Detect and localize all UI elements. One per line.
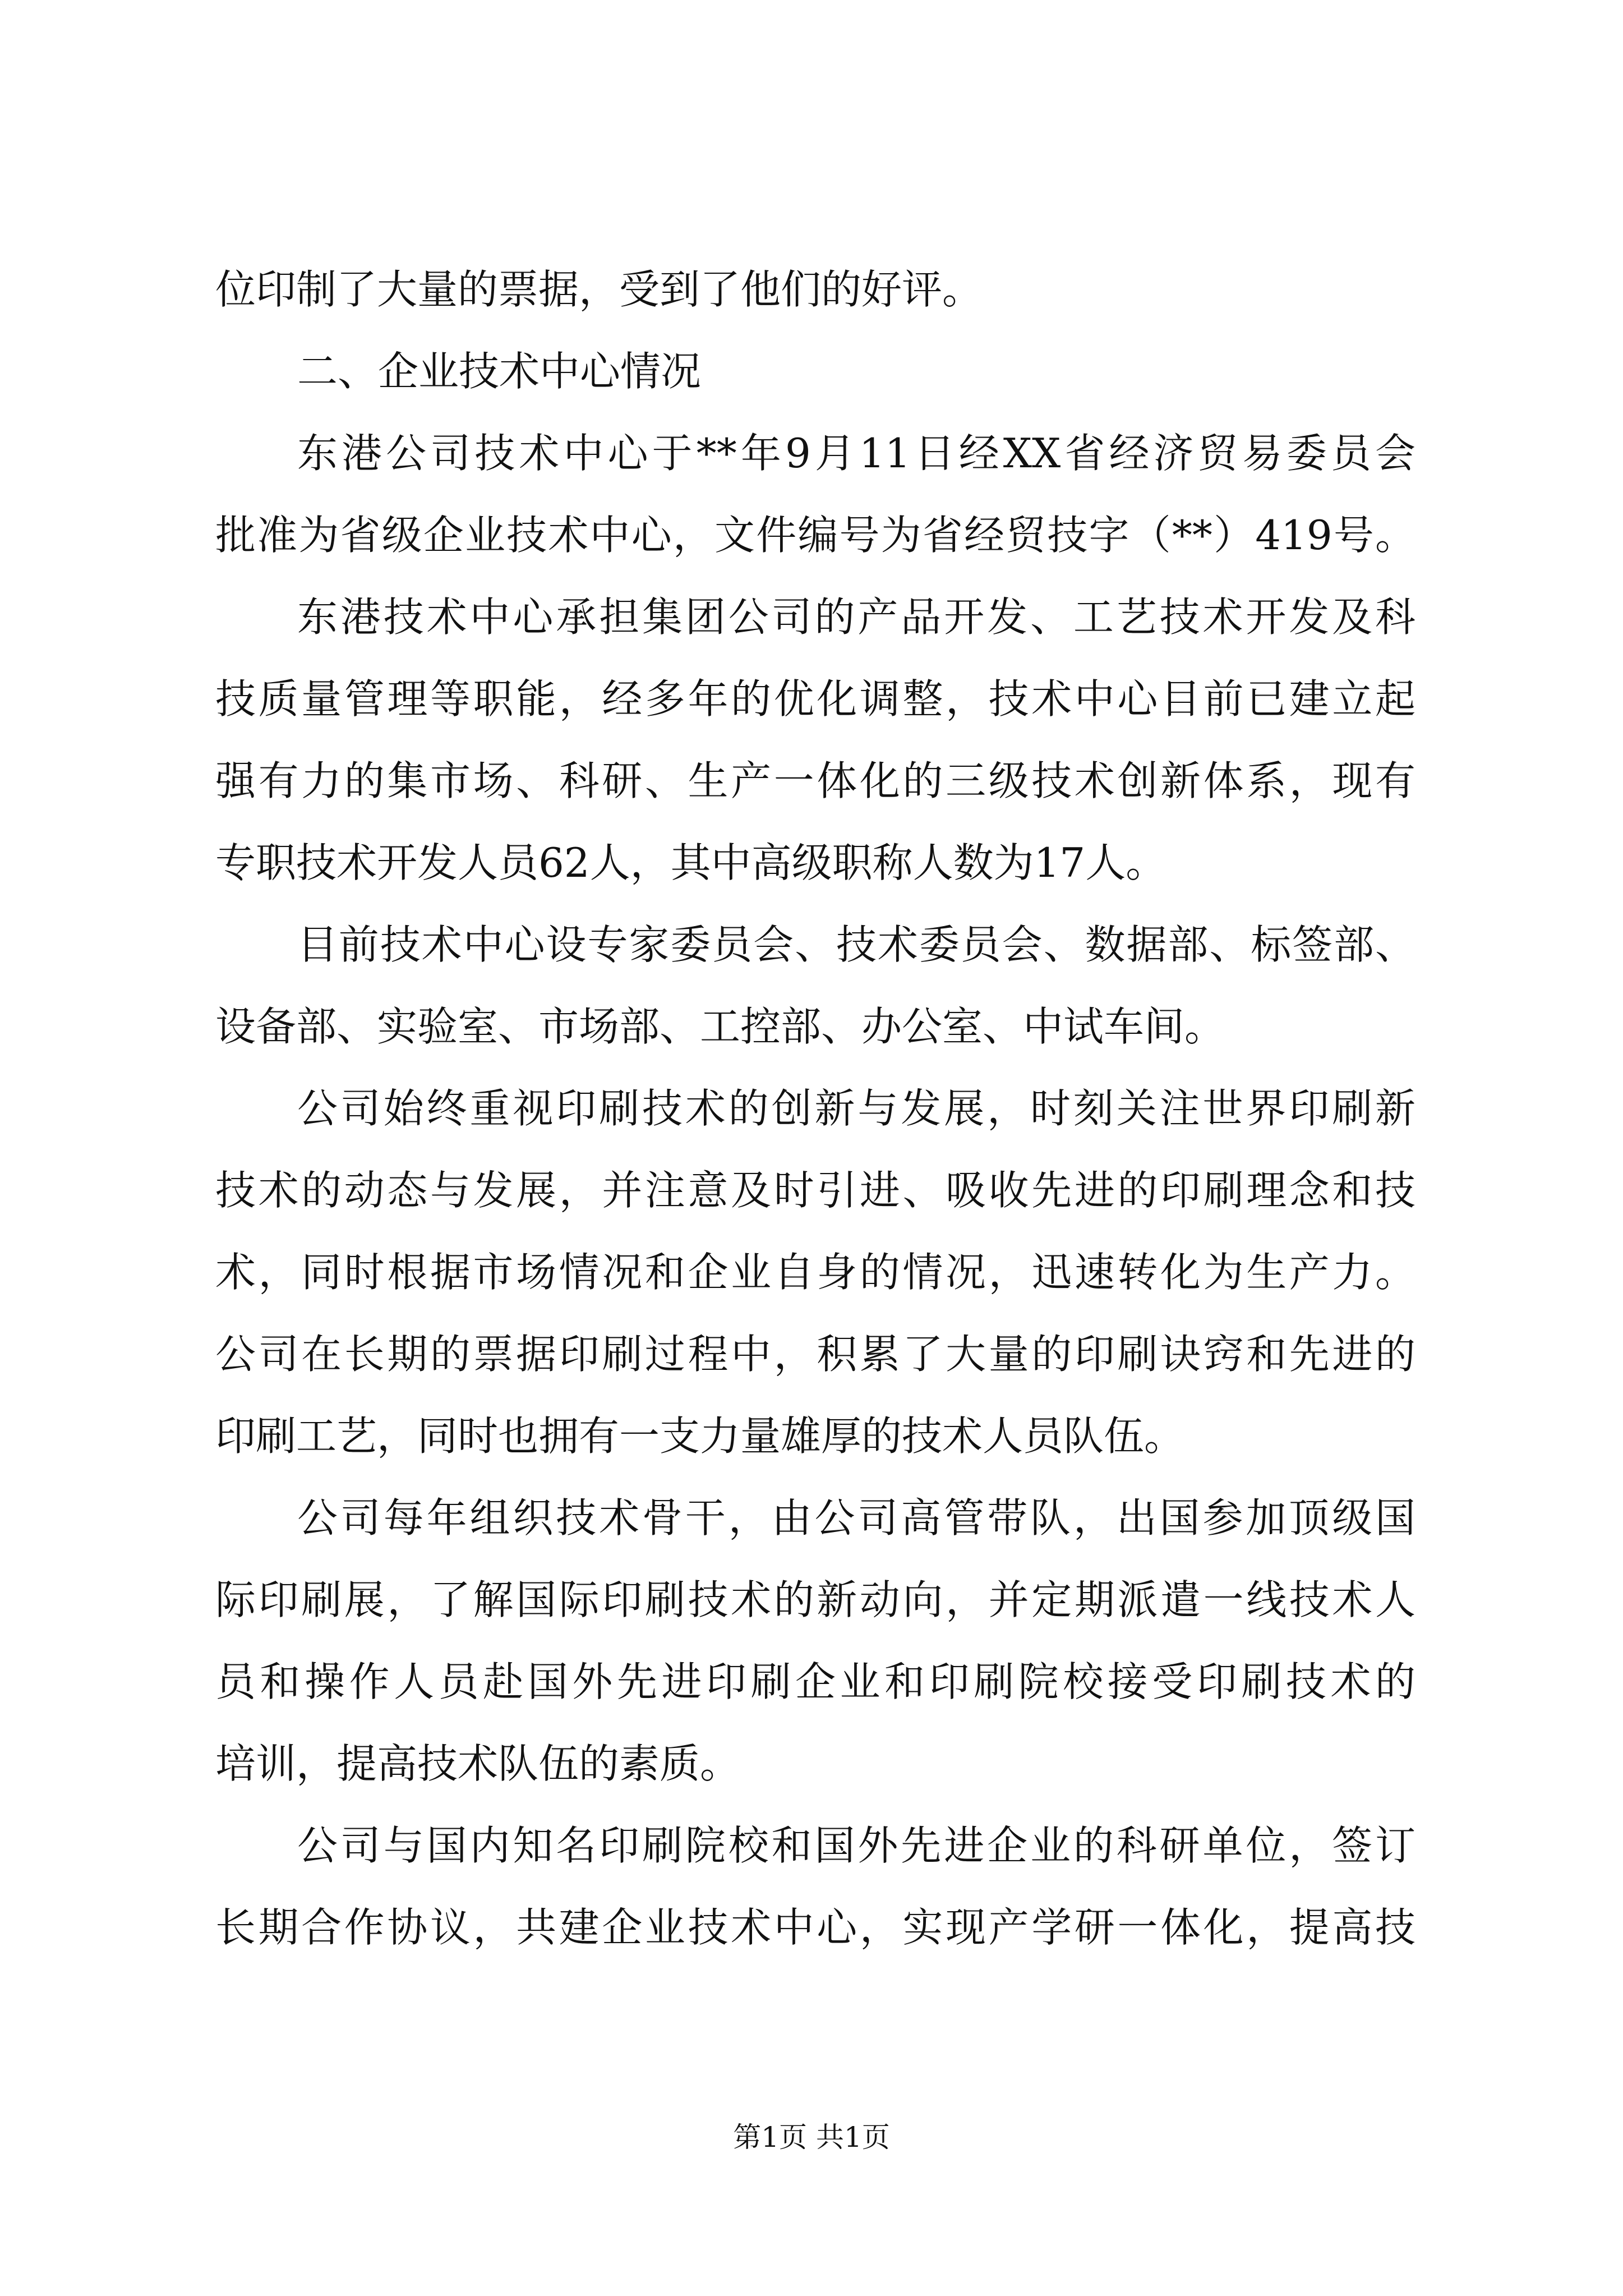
text-line: 际印刷展，了解国际印刷技术的新动向，并定期派遣一线技术人 bbox=[215, 1576, 1415, 1623]
text-line: 长期合作协议，共建企业技术中心，实现产学研一体化，提高技 bbox=[215, 1904, 1415, 1951]
text-line: 印刷工艺，同时也拥有一支力量雄厚的技术人员队伍。 bbox=[215, 1412, 1185, 1460]
document-body bbox=[215, 249, 1415, 1968]
text-line: 培训，提高技术队伍的素质。 bbox=[215, 1740, 741, 1787]
text-line: 东港公司技术中心于**年9月11日经XX省经济贸易委员会 bbox=[297, 430, 1415, 477]
text-line: 技质量管理等职能，经多年的优化调整，技术中心目前已建立起 bbox=[215, 675, 1415, 723]
section-heading: 二、企业技术中心情况 bbox=[297, 348, 702, 395]
text-line: 专职技术开发人员62人，其中高级职称人数为17人。 bbox=[215, 839, 1166, 886]
text-line: 强有力的集市场、科研、生产一体化的三级技术创新体系，现有 bbox=[215, 757, 1415, 804]
text-line: 员和操作人员赴国外先进印刷企业和印刷院校接受印刷技术的 bbox=[215, 1658, 1415, 1705]
text-line: 设备部、实验室、市场部、工控部、办公室、中试车间。 bbox=[215, 1003, 1225, 1050]
page-footer bbox=[0, 2120, 1623, 2154]
text-line: 批准为省级企业技术中心，文件编号为省经贸技字（**）419号。 bbox=[215, 512, 1415, 559]
text-line: 公司与国内知名印刷院校和国外先进企业的科研单位，签订 bbox=[297, 1822, 1415, 1869]
text-line: 公司每年组织技术骨干，由公司高管带队，出国参加顶级国 bbox=[297, 1494, 1415, 1542]
text-line: 目前技术中心设专家委员会、技术委员会、数据部、标签部、 bbox=[297, 921, 1415, 968]
text-line: 位印制了大量的票据，受到了他们的好评。 bbox=[215, 266, 983, 313]
page-number-label: 第1页 共1页 bbox=[733, 2121, 890, 2154]
text-line: 术，同时根据市场情况和企业自身的情况，迅速转化为生产力。 bbox=[215, 1249, 1415, 1296]
text-line: 技术的动态与发展，并注意及时引进、吸收先进的印刷理念和技 bbox=[215, 1167, 1415, 1214]
text-line: 东港技术中心承担集团公司的产品开发、工艺技术开发及科 bbox=[297, 593, 1415, 641]
text-line: 公司始终重视印刷技术的创新与发展，时刻关注世界印刷新 bbox=[297, 1085, 1415, 1132]
text-line: 公司在长期的票据印刷过程中，积累了大量的印刷诀窍和先进的 bbox=[215, 1331, 1415, 1378]
